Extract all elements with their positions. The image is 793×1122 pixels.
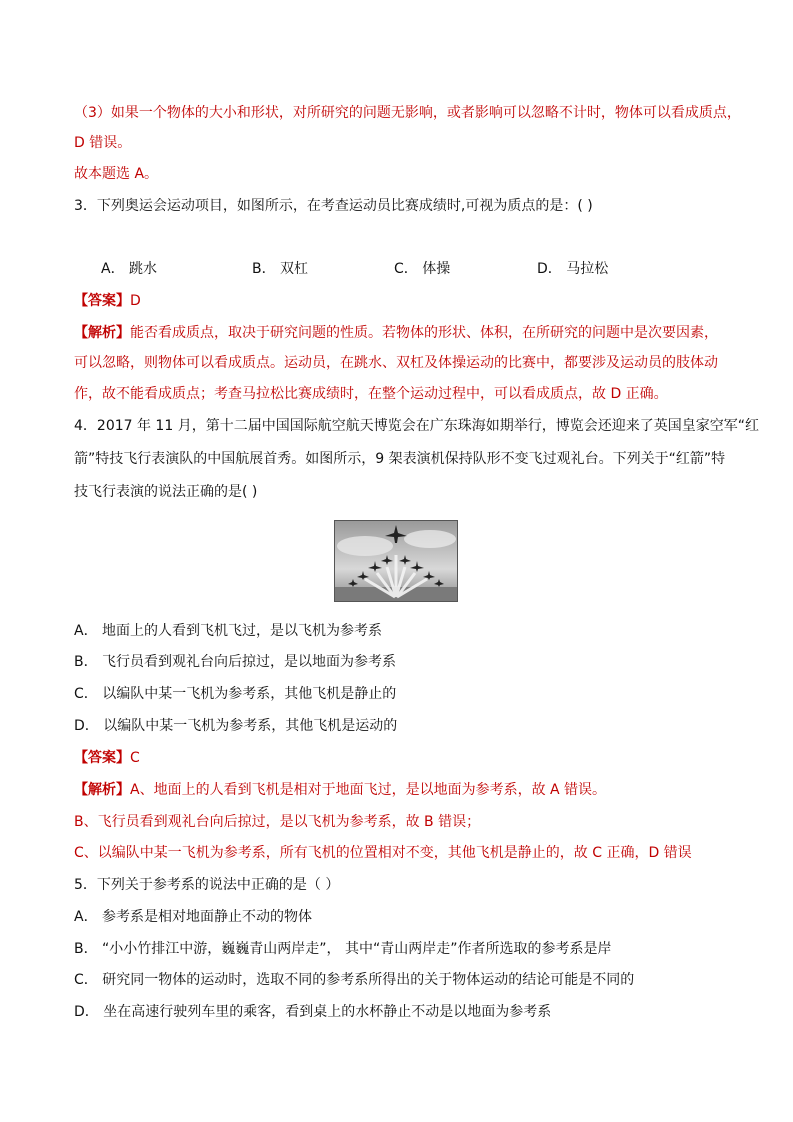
- q5-stem: 5．下列关于参考系的说法中正确的是（ ）: [74, 877, 340, 893]
- q5-option-c: C． 研究同一物体的运动时，选取不同的参考系所得出的关于物体运动的结论可能是不同的: [74, 972, 635, 988]
- q3-stem: 3．下列奥运会运动项目，如图所示，在考查运动员比赛成绩时,可视为质点的是：( ): [74, 198, 593, 214]
- q3-analysis-tag: 【解析】: [74, 325, 130, 341]
- q4-answer-tag: 【答案】: [74, 750, 130, 766]
- q3-answer-row: [74, 291, 141, 311]
- q3-option-c: C． 体操: [394, 261, 451, 277]
- q3-analysis-text-1: 能否看成质点，取决于研究问题的性质。若物体的形状、体积，在所研究的问题中是次要因素，: [130, 325, 718, 341]
- q4-analysis-text-1: A、地面上的人看到飞机是相对于地面飞过，是以地面为参考系，故 A 错误。: [130, 782, 607, 798]
- q4-option-c: C． 以编队中某一飞机为参考系，其他飞机是静止的: [74, 686, 397, 702]
- jet-formation-photo: [334, 520, 458, 602]
- q3-answer-value: D: [130, 293, 141, 309]
- q4-analysis-text-3: C、以编队中某一飞机为参考系，所有飞机的位置相对不变，其他飞机是静止的，故 C 正确，D 错误: [74, 845, 692, 861]
- q4-analysis-text-2: B、飞行员看到观礼台向后掠过，是以飞机为参考系，故 B 错误；: [74, 814, 481, 830]
- q3-analysis-row-1: [74, 323, 718, 343]
- q3-option-d: D． 马拉松: [537, 261, 609, 277]
- q5-option-a: A． 参考系是相对地面静止不动的物体: [74, 909, 313, 925]
- q3-analysis-text-3: 作，故不能看成质点；考查马拉松比赛成绩时，在整个运动过程中，可以看成质点，故 D 正确。: [74, 386, 668, 402]
- q4-stem-1: 4．2017 年 11 月，第十二届中国国际航空航天博览会在广东珠海如期举行，博览会还迎来了英国皇家空军“红: [74, 418, 759, 434]
- q5-option-b: B． “小小竹排江中游，巍巍青山两岸走”， 其中“青山两岸走”作者所选取的参考系是岸: [74, 941, 612, 957]
- q4-option-d: D． 以编队中某一飞机为参考系，其他飞机是运动的: [74, 718, 398, 734]
- q4-stem-3: 技飞行表演的说法正确的是( ): [74, 484, 258, 500]
- q2-conclusion: 故本题选 A。: [74, 166, 159, 182]
- q4-answer-row: [74, 748, 140, 768]
- q4-stem-2: 箭”特技飞行表演队的中国航展首秀。如图所示，9 架表演机保持队形不变飞过观礼台。下列关于“红箭”特: [74, 451, 726, 467]
- q3-answer-tag: 【答案】: [74, 293, 130, 309]
- q3-option-b: B． 双杠: [252, 261, 309, 277]
- q2-analysis-line-1: （3）如果一个物体的大小和形状，对所研究的问题无影响，或者影响可以忽略不计时，物体可以看成质点，: [74, 105, 741, 121]
- q4-answer-value: C: [130, 750, 140, 766]
- q4-option-b: B． 飞行员看到观礼台向后掠过，是以地面为参考系: [74, 654, 397, 670]
- q4-analysis-tag: 【解析】: [74, 782, 130, 798]
- q3-option-a: A． 跳水: [101, 261, 158, 277]
- q2-analysis-line-2: D 错误。: [74, 135, 132, 151]
- jet-formation-icon: [335, 521, 457, 601]
- q3-analysis-text-2: 可以忽略，则物体可以看成质点。运动员，在跳水、双杠及体操运动的比赛中，都要涉及运动员的肢体动: [74, 355, 718, 371]
- q4-analysis-row-1: [74, 780, 606, 800]
- q4-option-a: A． 地面上的人看到飞机飞过，是以飞机为参考系: [74, 623, 383, 639]
- q5-option-d: D． 坐在高速行驶列车里的乘客，看到桌上的水杯静止不动是以地面为参考系: [74, 1004, 552, 1020]
